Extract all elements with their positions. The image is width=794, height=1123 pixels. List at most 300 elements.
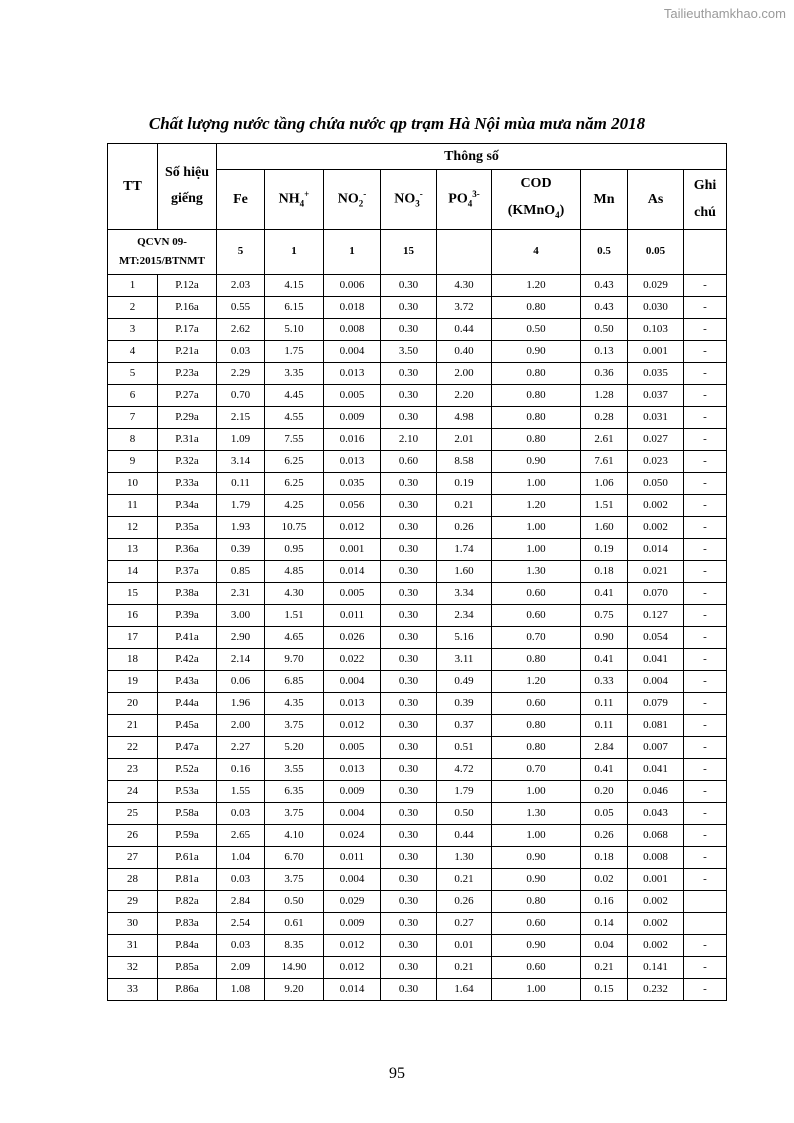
table-cell: 7 [108, 406, 158, 428]
table-cell: 0.004 [324, 868, 381, 890]
table-cell: 0.046 [628, 780, 684, 802]
table-cell: 2.84 [217, 890, 265, 912]
table-cell: 0.141 [628, 956, 684, 978]
table-cell: - [684, 868, 727, 890]
table-cell: - [684, 780, 727, 802]
table-cell: 33 [108, 978, 158, 1000]
table-cell: 0.30 [381, 714, 437, 736]
table-cell: 0.002 [628, 890, 684, 912]
table-cell: 12 [108, 516, 158, 538]
table-cell: 0.30 [381, 824, 437, 846]
table-cell: 0.30 [381, 494, 437, 516]
table-cell: 0.029 [628, 274, 684, 296]
table-cell: 0.001 [324, 538, 381, 560]
table-cell: 0.03 [217, 868, 265, 890]
table-row [108, 714, 727, 736]
table-row [108, 472, 727, 494]
table-cell: 0.002 [628, 912, 684, 934]
table-cell: 3.75 [265, 802, 324, 824]
table-cell: - [684, 736, 727, 758]
table-cell: 0.90 [581, 626, 628, 648]
table-cell: 3.11 [437, 648, 492, 670]
table-cell: 0.30 [381, 890, 437, 912]
table-cell: 0.80 [492, 362, 581, 384]
table-cell: 15 [108, 582, 158, 604]
header-note: Ghi chú [684, 170, 727, 230]
table-cell: 0.33 [581, 670, 628, 692]
table-cell: 1.79 [437, 780, 492, 802]
table-cell: 2.15 [217, 406, 265, 428]
table-cell: - [684, 472, 727, 494]
table-cell: 8 [108, 428, 158, 450]
table-cell: 1.20 [492, 670, 581, 692]
table-cell: 0.27 [437, 912, 492, 934]
table-cell: 1.30 [492, 802, 581, 824]
table-cell: 4.85 [265, 560, 324, 582]
table-cell: 0.014 [628, 538, 684, 560]
table-cell: 0.012 [324, 934, 381, 956]
table-cell: 9 [108, 450, 158, 472]
table-cell: 2.14 [217, 648, 265, 670]
table-cell: 1.93 [217, 516, 265, 538]
table-cell: 0.13 [581, 340, 628, 362]
table-cell: 0.30 [381, 912, 437, 934]
table-cell: 21 [108, 714, 158, 736]
header-po4: $PO_4^{3-}$ [437, 170, 492, 230]
table-cell: 1.04 [217, 846, 265, 868]
table-cell: 0.011 [324, 604, 381, 626]
table-cell: 0.37 [437, 714, 492, 736]
table-cell: 0.035 [628, 362, 684, 384]
table-row [108, 384, 727, 406]
table-cell: 0.44 [437, 318, 492, 340]
table-cell: 0.30 [381, 736, 437, 758]
table-cell: 10.75 [265, 516, 324, 538]
table-cell: 10 [108, 472, 158, 494]
table-cell: 18 [108, 648, 158, 670]
table-cell: 0.30 [381, 538, 437, 560]
table-cell: 3 [108, 318, 158, 340]
table-cell: 2.00 [437, 362, 492, 384]
table-cell: 13 [108, 538, 158, 560]
table-cell: P.42a [158, 648, 217, 670]
table-cell: 0.004 [628, 670, 684, 692]
table-cell: 7.55 [265, 428, 324, 450]
table-cell: 0.30 [381, 648, 437, 670]
table-cell: 0.04 [581, 934, 628, 956]
table-cell: - [684, 406, 727, 428]
table-cell: 5.20 [265, 736, 324, 758]
table-cell: 0.75 [581, 604, 628, 626]
table-cell: 4.98 [437, 406, 492, 428]
table-cell: P.16a [158, 296, 217, 318]
table-cell: P.17a [158, 318, 217, 340]
table-cell: P.44a [158, 692, 217, 714]
table-cell: 0.60 [492, 692, 581, 714]
table-row [108, 494, 727, 516]
table-cell: - [684, 318, 727, 340]
table-cell: 6.25 [265, 450, 324, 472]
table-cell: 6.25 [265, 472, 324, 494]
table-cell [684, 890, 727, 912]
table-cell: 0.61 [265, 912, 324, 934]
table-cell: 0.80 [492, 406, 581, 428]
table-cell: 0.012 [324, 516, 381, 538]
table-cell: 0.050 [628, 472, 684, 494]
table-cell: P.27a [158, 384, 217, 406]
header-cod: COD (KMnO$_4$) [492, 170, 581, 230]
table-cell: 0.55 [217, 296, 265, 318]
table-cell: 1.74 [437, 538, 492, 560]
table-cell: 0.30 [381, 846, 437, 868]
table-cell: 0.30 [381, 516, 437, 538]
table-cell: 0.30 [381, 934, 437, 956]
table-cell: 0.070 [628, 582, 684, 604]
table-cell: 0.009 [324, 406, 381, 428]
table-cell: 0.60 [492, 912, 581, 934]
table-cell: P.84a [158, 934, 217, 956]
table-cell: 0.21 [581, 956, 628, 978]
table-cell: 2 [108, 296, 158, 318]
table-row [108, 538, 727, 560]
table-cell: 0.80 [492, 384, 581, 406]
table-cell: 1.00 [492, 824, 581, 846]
table-cell: 31 [108, 934, 158, 956]
table-cell: 0.85 [217, 560, 265, 582]
table-cell: 0.05 [581, 802, 628, 824]
table-cell: 0.16 [581, 890, 628, 912]
table-cell: 2.27 [217, 736, 265, 758]
table-cell: 0.14 [581, 912, 628, 934]
table-cell: 0.30 [381, 472, 437, 494]
table-row [108, 912, 727, 934]
table-cell: 0.30 [381, 978, 437, 1000]
table-row [108, 428, 727, 450]
table-cell: 0.11 [217, 472, 265, 494]
header-no3: $NO_3^-$ [381, 170, 437, 230]
table-cell: - [684, 846, 727, 868]
table-cell: 2.10 [381, 428, 437, 450]
header-no2: $NO_2^-$ [324, 170, 381, 230]
table-cell: 0.19 [581, 538, 628, 560]
table-cell: P.35a [158, 516, 217, 538]
table-cell: 0.01 [437, 934, 492, 956]
table-cell: 0.027 [628, 428, 684, 450]
table-cell: 3.55 [265, 758, 324, 780]
table-cell: 6.85 [265, 670, 324, 692]
table-cell: 0.21 [437, 494, 492, 516]
table-cell: 1.60 [581, 516, 628, 538]
table-cell: 0.009 [324, 780, 381, 802]
table-cell: 0.90 [492, 868, 581, 890]
table-cell: 0.013 [324, 362, 381, 384]
table-cell: 0.50 [265, 890, 324, 912]
standard-value: 0.05 [628, 229, 684, 274]
table-cell: P.47a [158, 736, 217, 758]
table-row [108, 956, 727, 978]
table-cell [684, 912, 727, 934]
table-cell: - [684, 824, 727, 846]
table-cell: 6.70 [265, 846, 324, 868]
table-cell: 0.60 [492, 582, 581, 604]
table-cell: P.38a [158, 582, 217, 604]
table-cell: 0.127 [628, 604, 684, 626]
header-as: As [628, 170, 684, 230]
table-cell: - [684, 714, 727, 736]
table-cell: 2.09 [217, 956, 265, 978]
table-row [108, 362, 727, 384]
table-cell: 4.30 [437, 274, 492, 296]
table-cell: 2.65 [217, 824, 265, 846]
table-cell: 0.002 [628, 516, 684, 538]
table-cell: 5 [108, 362, 158, 384]
table-cell: P.82a [158, 890, 217, 912]
table-row [108, 318, 727, 340]
table-cell: - [684, 802, 727, 824]
table-row [108, 626, 727, 648]
table-cell: 4.65 [265, 626, 324, 648]
table-cell: 0.50 [437, 802, 492, 824]
table-cell: 20 [108, 692, 158, 714]
table-cell: 9.70 [265, 648, 324, 670]
table-cell: 0.20 [581, 780, 628, 802]
table-cell: - [684, 582, 727, 604]
table-cell: 0.30 [381, 780, 437, 802]
table-cell: 0.80 [492, 296, 581, 318]
table-cell: 0.80 [492, 648, 581, 670]
table-row [108, 868, 727, 890]
table-cell: 0.80 [492, 890, 581, 912]
table-cell: 0.004 [324, 670, 381, 692]
table-cell: 6.15 [265, 296, 324, 318]
table-cell: P.45a [158, 714, 217, 736]
table-cell: 0.005 [324, 736, 381, 758]
table-row [108, 934, 727, 956]
table-cell: 8.35 [265, 934, 324, 956]
table-cell: 0.30 [381, 384, 437, 406]
table-cell: 3.75 [265, 868, 324, 890]
table-cell: 0.002 [628, 494, 684, 516]
table-cell: P.61a [158, 846, 217, 868]
table-cell: 0.11 [581, 692, 628, 714]
table-cell: 0.023 [628, 450, 684, 472]
table-cell: 32 [108, 956, 158, 978]
table-cell: - [684, 934, 727, 956]
table-cell: 0.30 [381, 406, 437, 428]
table-cell: 0.39 [437, 692, 492, 714]
table-cell: 0.60 [492, 604, 581, 626]
table-cell: - [684, 450, 727, 472]
standard-value: 5 [217, 229, 265, 274]
table-cell: 0.30 [381, 868, 437, 890]
table-cell: 23 [108, 758, 158, 780]
table-cell: 0.03 [217, 340, 265, 362]
table-cell: 0.30 [381, 604, 437, 626]
header-fe: Fe [217, 170, 265, 230]
table-cell: 0.001 [628, 868, 684, 890]
table-cell: P.39a [158, 604, 217, 626]
table-cell: 26 [108, 824, 158, 846]
table-cell: 0.18 [581, 560, 628, 582]
table-cell: 1.96 [217, 692, 265, 714]
standard-value: 15 [381, 229, 437, 274]
table-cell: - [684, 340, 727, 362]
table-cell: 0.012 [324, 714, 381, 736]
table-cell: P.58a [158, 802, 217, 824]
table-cell: 0.60 [381, 450, 437, 472]
table-cell: 0.013 [324, 758, 381, 780]
table-cell: 0.03 [217, 934, 265, 956]
table-cell: - [684, 494, 727, 516]
table-cell: 1.06 [581, 472, 628, 494]
table-row [108, 406, 727, 428]
table-cell: 0.014 [324, 560, 381, 582]
table-row [108, 780, 727, 802]
table-cell: 3.34 [437, 582, 492, 604]
table-cell: 2.61 [581, 428, 628, 450]
table-cell: 3.72 [437, 296, 492, 318]
table-cell: 6.35 [265, 780, 324, 802]
table-cell: 0.026 [324, 626, 381, 648]
table-cell: - [684, 274, 727, 296]
table-cell: 0.30 [381, 626, 437, 648]
table-cell: 0.95 [265, 538, 324, 560]
table-cell: 0.90 [492, 934, 581, 956]
table-row [108, 824, 727, 846]
table-cell: - [684, 384, 727, 406]
table-cell: 2.20 [437, 384, 492, 406]
table-cell: 0.232 [628, 978, 684, 1000]
table-cell: 0.11 [581, 714, 628, 736]
header-nh4: $NH_4^+$ [265, 170, 324, 230]
header-row-1 [108, 144, 727, 170]
table-cell: 0.021 [628, 560, 684, 582]
standard-value: 0.5 [581, 229, 628, 274]
table-cell: - [684, 538, 727, 560]
table-cell: 1.00 [492, 978, 581, 1000]
table-cell: 2.84 [581, 736, 628, 758]
table-row [108, 758, 727, 780]
table-cell: 4.30 [265, 582, 324, 604]
table-cell: 0.19 [437, 472, 492, 494]
table-cell: 0.30 [381, 582, 437, 604]
table-cell: 0.014 [324, 978, 381, 1000]
table-cell: 0.022 [324, 648, 381, 670]
table-cell: 6 [108, 384, 158, 406]
table-row [108, 296, 727, 318]
table-cell: 0.39 [217, 538, 265, 560]
table-row [108, 890, 727, 912]
table-cell: 29 [108, 890, 158, 912]
table-cell: P.59a [158, 824, 217, 846]
table-cell: 4.35 [265, 692, 324, 714]
table-cell: 14 [108, 560, 158, 582]
table-cell: 1.00 [492, 538, 581, 560]
table-cell: 0.001 [628, 340, 684, 362]
table-row [108, 560, 727, 582]
standard-value: 1 [324, 229, 381, 274]
table-cell: 0.30 [381, 802, 437, 824]
standard-value: 1 [265, 229, 324, 274]
table-row [108, 802, 727, 824]
table-cell: 4.45 [265, 384, 324, 406]
table-cell: 1.28 [581, 384, 628, 406]
table-cell: 0.30 [381, 758, 437, 780]
table-cell: 0.030 [628, 296, 684, 318]
table-cell: - [684, 362, 727, 384]
table-cell: - [684, 428, 727, 450]
table-cell: 0.30 [381, 670, 437, 692]
table-cell: - [684, 560, 727, 582]
table-cell: P.31a [158, 428, 217, 450]
table-cell: 28 [108, 868, 158, 890]
table-cell: 0.26 [437, 890, 492, 912]
table-cell: 0.079 [628, 692, 684, 714]
table-cell: - [684, 296, 727, 318]
table-cell: 1.64 [437, 978, 492, 1000]
table-cell: 0.005 [324, 582, 381, 604]
table-cell: 0.36 [581, 362, 628, 384]
table-cell: 0.011 [324, 846, 381, 868]
table-cell: 1.00 [492, 516, 581, 538]
table-cell: 0.51 [437, 736, 492, 758]
standard-value: 4 [492, 229, 581, 274]
table-cell: 1.09 [217, 428, 265, 450]
table-cell: 0.007 [628, 736, 684, 758]
table-cell: 0.041 [628, 648, 684, 670]
table-cell: 1.00 [492, 472, 581, 494]
header-mn: Mn [581, 170, 628, 230]
table-cell: 2.54 [217, 912, 265, 934]
table-cell: 0.30 [381, 296, 437, 318]
table-cell: 0.013 [324, 450, 381, 472]
table-cell: 0.035 [324, 472, 381, 494]
table-cell: 0.037 [628, 384, 684, 406]
table-cell: 0.30 [381, 692, 437, 714]
table-cell: 0.041 [628, 758, 684, 780]
table-cell: 0.49 [437, 670, 492, 692]
table-cell: 0.043 [628, 802, 684, 824]
table-cell: 19 [108, 670, 158, 692]
table-cell: 0.009 [324, 912, 381, 934]
table-cell: 0.016 [324, 428, 381, 450]
table-cell: 3.00 [217, 604, 265, 626]
table-cell: - [684, 978, 727, 1000]
table-cell: 0.70 [492, 626, 581, 648]
table-row [108, 692, 727, 714]
table-cell: 0.024 [324, 824, 381, 846]
table-cell: 0.40 [437, 340, 492, 362]
table-cell: - [684, 956, 727, 978]
table-cell: 8.58 [437, 450, 492, 472]
table-cell: 0.30 [381, 560, 437, 582]
table-cell: - [684, 670, 727, 692]
table-cell: P.52a [158, 758, 217, 780]
table-cell: 11 [108, 494, 158, 516]
table-cell: 0.26 [437, 516, 492, 538]
table-cell: 0.008 [324, 318, 381, 340]
table-cell: 0.43 [581, 274, 628, 296]
table-cell: 0.21 [437, 868, 492, 890]
table-cell: 4.15 [265, 274, 324, 296]
standard-value [684, 229, 727, 274]
table-cell: 0.80 [492, 714, 581, 736]
table-cell: 0.41 [581, 648, 628, 670]
table-cell: 1.51 [265, 604, 324, 626]
table-cell: P.43a [158, 670, 217, 692]
standard-label: QCVN 09-MT:2015/BTNMT [108, 229, 217, 274]
table-cell: 0.30 [381, 956, 437, 978]
